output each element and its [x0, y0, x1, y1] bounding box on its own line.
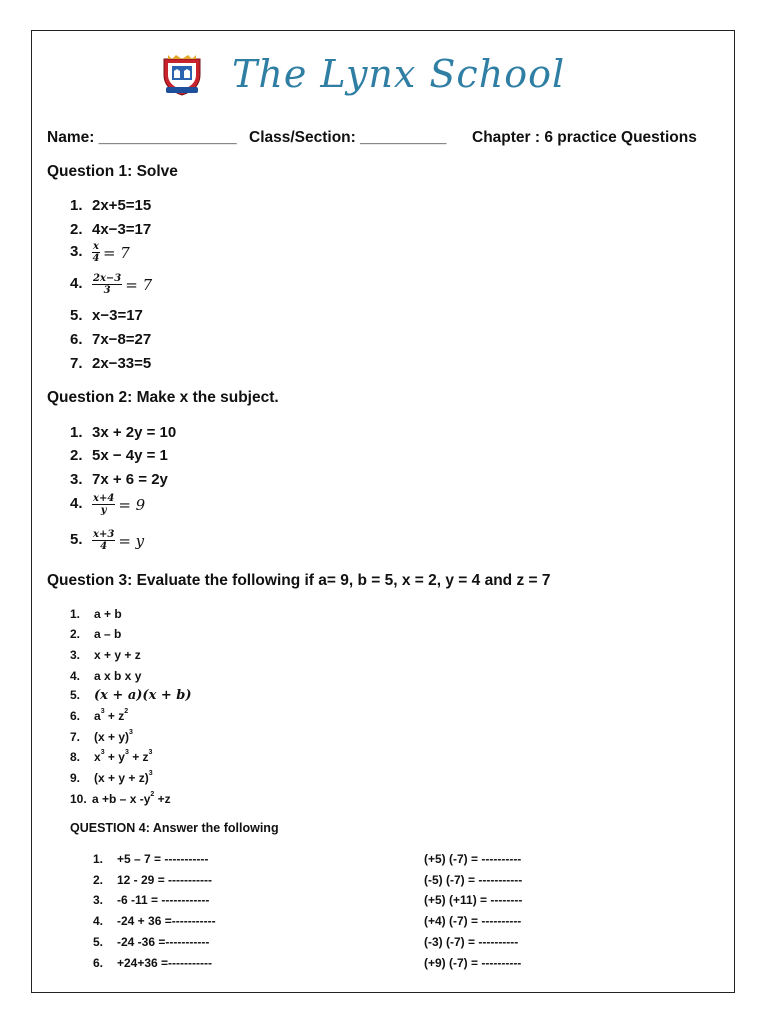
list-item: (-3) (-7) = ----------	[424, 935, 519, 949]
list-item: 9. $(x + y + z)^3$	[70, 770, 153, 785]
list-item: (+4) (-7) = ----------	[424, 914, 522, 928]
school-crest-icon	[160, 53, 204, 97]
fraction: $\frac{x+3}{4}$	[93, 529, 115, 552]
question-2-title: Question 2: Make x the subject.	[47, 389, 279, 406]
list-item: (+5) (-7) = ----------	[424, 852, 522, 866]
list-item: 8. $x^3 + y^3 + z^3$	[70, 749, 153, 764]
list-item: 7. $(x + y)^3$	[70, 729, 133, 744]
list-item: 2. 4x−3=17	[70, 221, 152, 238]
list-item: 6. +24+36 =-----------	[93, 956, 213, 970]
list-item: 2. 12 - 29 = -----------	[93, 873, 212, 887]
list-item: (+9) (-7) = ----------	[424, 956, 522, 970]
list-item: 1. 3x + 2y = 10	[70, 424, 177, 441]
list-item: (+5) (+11) = --------	[424, 893, 523, 907]
list-item: (-5) (-7) = -----------	[424, 873, 523, 887]
question-1-title: Question 1: Solve	[47, 163, 178, 180]
list-item: 1. +5 – 7 = -----------	[93, 852, 209, 866]
list-item: 5. (x + a)(x + b)	[70, 688, 192, 703]
list-item: 3. x + y + z	[70, 648, 141, 662]
list-item: 5. -24 -36 =-----------	[93, 935, 210, 949]
fraction: $\frac{x}{4}$	[92, 241, 100, 264]
list-item: 4. a x b x y	[70, 669, 142, 683]
list-item: 10. a +b – x $-y^2 +z$	[70, 791, 171, 806]
list-item: 4. -24 + 36 =-----------	[93, 914, 216, 928]
school-name: The Lynx School	[232, 52, 566, 96]
list-item: 6. 7x−8=27	[70, 331, 152, 348]
list-item: 6. $a^3 + z^2$	[70, 708, 129, 723]
class-section-label: Class/Section: __________	[249, 129, 447, 146]
chapter-label: Chapter : 6 practice Questions	[472, 129, 697, 146]
fraction: $\frac{2x-3}{3}$	[93, 273, 122, 296]
list-item: 1. 2x+5=15	[70, 197, 152, 214]
list-item: 2. a – b	[70, 627, 122, 641]
list-item: 5. x−3=17	[70, 307, 143, 324]
list-item: 2. 5x − 4y = 1	[70, 447, 168, 464]
list-item: 3. -6 -11 = ------------	[93, 893, 210, 907]
list-item: 4. $\frac{x+4}{y}$ = 9	[70, 493, 146, 516]
question-3-title: Question 3: Evaluate the following if a= 9, b = 5, x = 2, y = 4 and z = 7	[47, 572, 551, 589]
list-item: 3. 7x + 6 = 2y	[70, 471, 168, 488]
name-field-label: Name: ________________	[47, 129, 237, 146]
school-header	[160, 50, 580, 100]
list-item: 1. a + b	[70, 607, 122, 621]
list-item: 5. $\frac{x+3}{4}$ = y	[70, 529, 145, 552]
list-item: 7. 2x−33=5	[70, 355, 152, 372]
fraction: $\frac{x+4}{y}$	[93, 493, 115, 516]
question-4-title: QUESTION 4: Answer the following	[70, 821, 279, 835]
list-item: 3. $\frac{x}{4}$ = 7	[70, 241, 130, 264]
list-item: 4. $\frac{2x-3}{3}$ = 7	[70, 273, 153, 296]
